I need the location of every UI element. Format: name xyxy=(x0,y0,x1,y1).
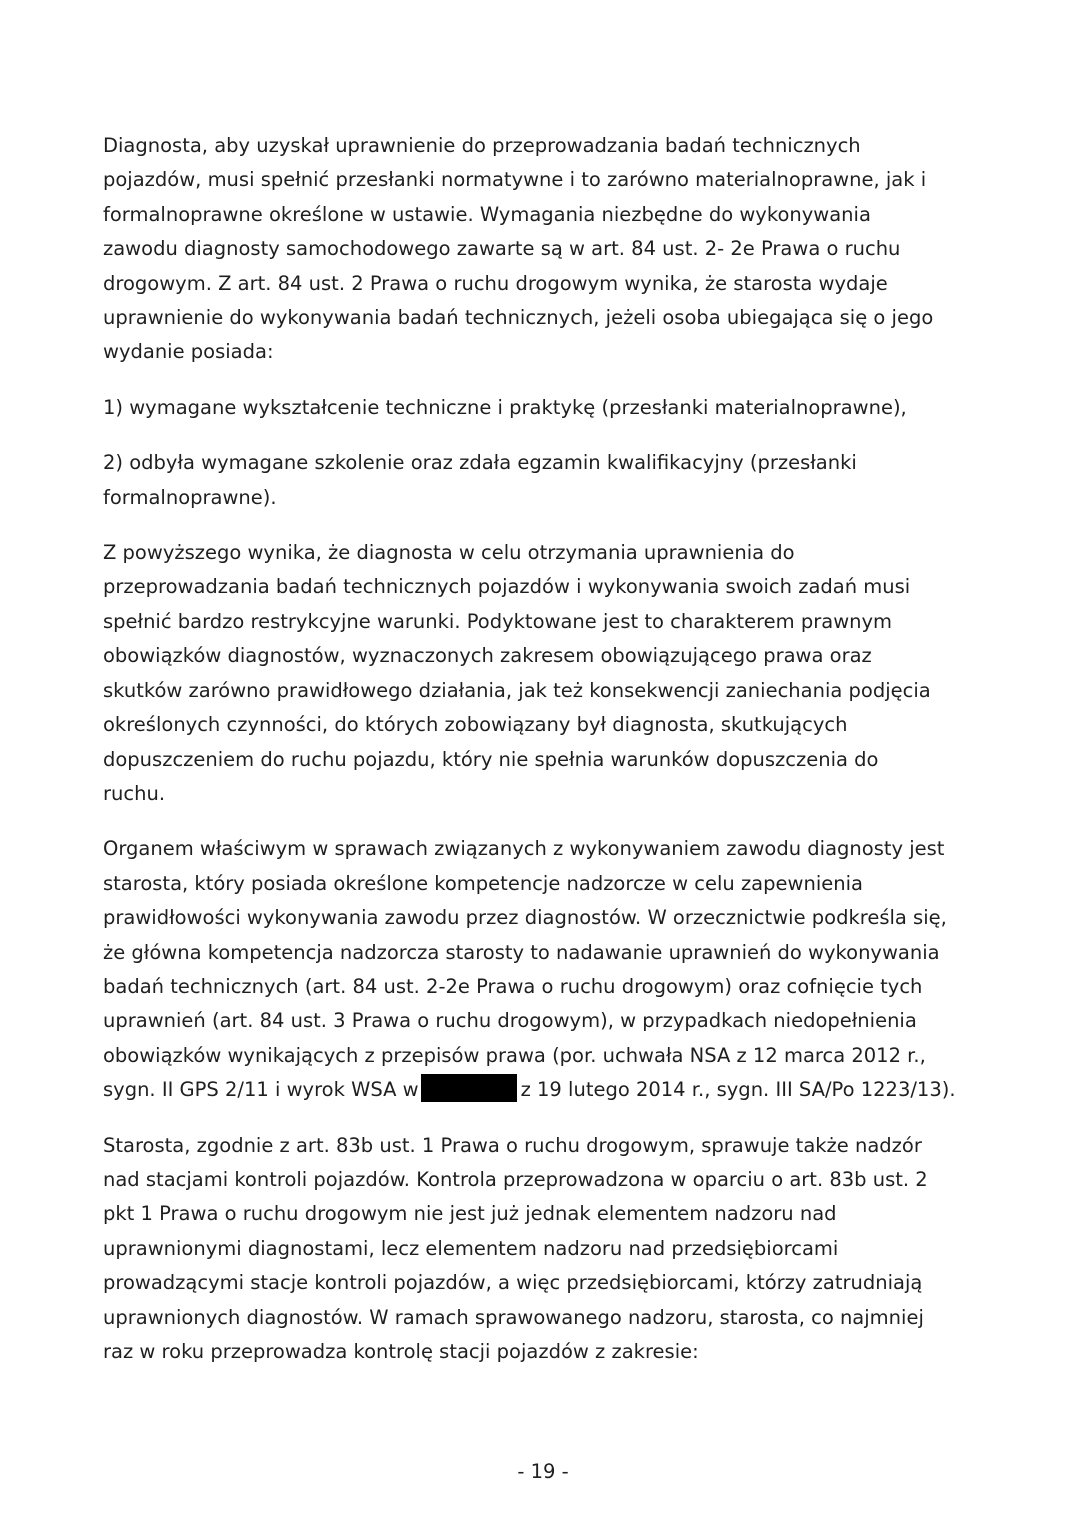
paragraph-station-supervision xyxy=(103,1129,1003,1370)
redaction-block xyxy=(421,1074,517,1102)
list-item-2 xyxy=(103,446,1003,515)
page-number: - 19 - xyxy=(517,1460,569,1483)
text-line: pojazdów, musi spełnić przesłanki normatywne i to zarówno materialnoprawne, jak i xyxy=(103,168,927,192)
text-line: drogowym. Z art. 84 ust. 2 Prawa o ruchu drogowym wynika, że starosta wydaje xyxy=(103,271,888,295)
text-line: badań technicznych (art. 84 ust. 2-2e Prawa o ruchu drogowym) oraz cofnięcie tych xyxy=(103,974,923,998)
paragraph-diagnosta-requirements xyxy=(103,129,1003,370)
text-line: wydanie posiada: xyxy=(103,340,274,364)
text-line: prowadzącymi stacje kontroli pojazdów, a więc przedsiębiorcami, którzy zatrudniają xyxy=(103,1271,923,1295)
list-item-1 xyxy=(103,391,1003,425)
text-line: pkt 1 Prawa o ruchu drogowym nie jest już jednak elementem nadzoru nad xyxy=(103,1202,837,1226)
text-line: Z powyższego wynika, że diagnosta w celu otrzymania uprawnienia do xyxy=(103,541,795,565)
text-line: uprawnionych diagnostów. W ramach sprawowanego nadzoru, starosta, co najmniej xyxy=(103,1305,924,1329)
text-line: uprawnionymi diagnostami, lecz elementem nadzoru nad przedsiębiorcami xyxy=(103,1236,839,1260)
document-body xyxy=(103,129,1003,1390)
text-line: nad stacjami kontroli pojazdów. Kontrola przeprowadzona w oparciu o art. 83b ust. 2 xyxy=(103,1167,928,1191)
text-line: 1) wymagane wykształcenie techniczne i praktykę (przesłanki materialnoprawne), xyxy=(103,395,907,419)
text-line: raz w roku przeprowadza kontrolę stacji pojazdów z zakresie: xyxy=(103,1340,699,1363)
text-line: Organem właściwym w sprawach związanych z wykonywaniem zawodu diagnosty jest xyxy=(103,837,945,861)
text-line: obowiązków diagnostów, wyznaczonych zakresem obowiązującego prawa oraz xyxy=(103,644,872,668)
paragraph-supervisory-authority xyxy=(103,832,1003,1107)
text-line: Starosta, zgodnie z art. 83b ust. 1 Prawa o ruchu drogowym, sprawuje także nadzór xyxy=(103,1133,922,1157)
text-line: formalnoprawne określone w ustawie. Wymagania niezbędne do wykonywania xyxy=(103,202,871,226)
text-line: formalnoprawne). xyxy=(103,485,277,509)
text-after-redaction: z 19 lutego 2014 r., sygn. III SA/Po 1223/13). xyxy=(520,1078,956,1102)
text-line: starosta, który posiada określone kompetencje nadzorcze w celu zapewnienia xyxy=(103,871,863,895)
text-line: Diagnosta, aby uzyskał uprawnienie do przeprowadzania badań technicznych xyxy=(103,134,861,157)
text-line: zawodu diagnosty samochodowego zawarte są w art. 84 ust. 2- 2e Prawa o ruchu xyxy=(103,237,901,261)
text-line: uprawnienie do wykonywania badań technicznych, jeżeli osoba ubiegająca się o jego xyxy=(103,306,934,330)
text-before-redaction: sygn. II GPS 2/11 i wyrok WSA w xyxy=(103,1078,419,1102)
text-line: skutków zarówno prawidłowego działania, jak też konsekwencji zaniechania podjęcia xyxy=(103,678,931,702)
paragraph-restrictive-conditions xyxy=(103,536,1003,811)
text-line: uprawnień (art. 84 ust. 3 Prawa o ruchu drogowym), w przypadkach niedopełnienia xyxy=(103,1009,917,1033)
text-line-with-redaction xyxy=(103,1073,1003,1107)
text-line: że główna kompetencja nadzorcza starosty to nadawanie uprawnień do wykonywania xyxy=(103,940,940,964)
text-line: 2) odbyła wymagane szkolenie oraz zdała egzamin kwalifikacyjny (przesłanki xyxy=(103,451,857,475)
text-line: określonych czynności, do których zobowiązany był diagnosta, skutkujących xyxy=(103,713,848,737)
text-line: spełnić bardzo restrykcyjne warunki. Podyktowane jest to charakterem prawnym xyxy=(103,609,893,633)
text-line: prawidłowości wykonywania zawodu przez diagnostów. W orzecznictwie podkreśla się, xyxy=(103,906,947,930)
text-line: przeprowadzania badań technicznych pojazdów i wykonywania swoich zadań musi xyxy=(103,575,911,599)
text-line: dopuszczeniem do ruchu pojazdu, który nie spełnia warunków dopuszczenia do xyxy=(103,747,879,771)
text-line: obowiązków wynikających z przepisów prawa (por. uchwała NSA z 12 marca 2012 r., xyxy=(103,1043,926,1067)
text-line: ruchu. xyxy=(103,781,166,805)
